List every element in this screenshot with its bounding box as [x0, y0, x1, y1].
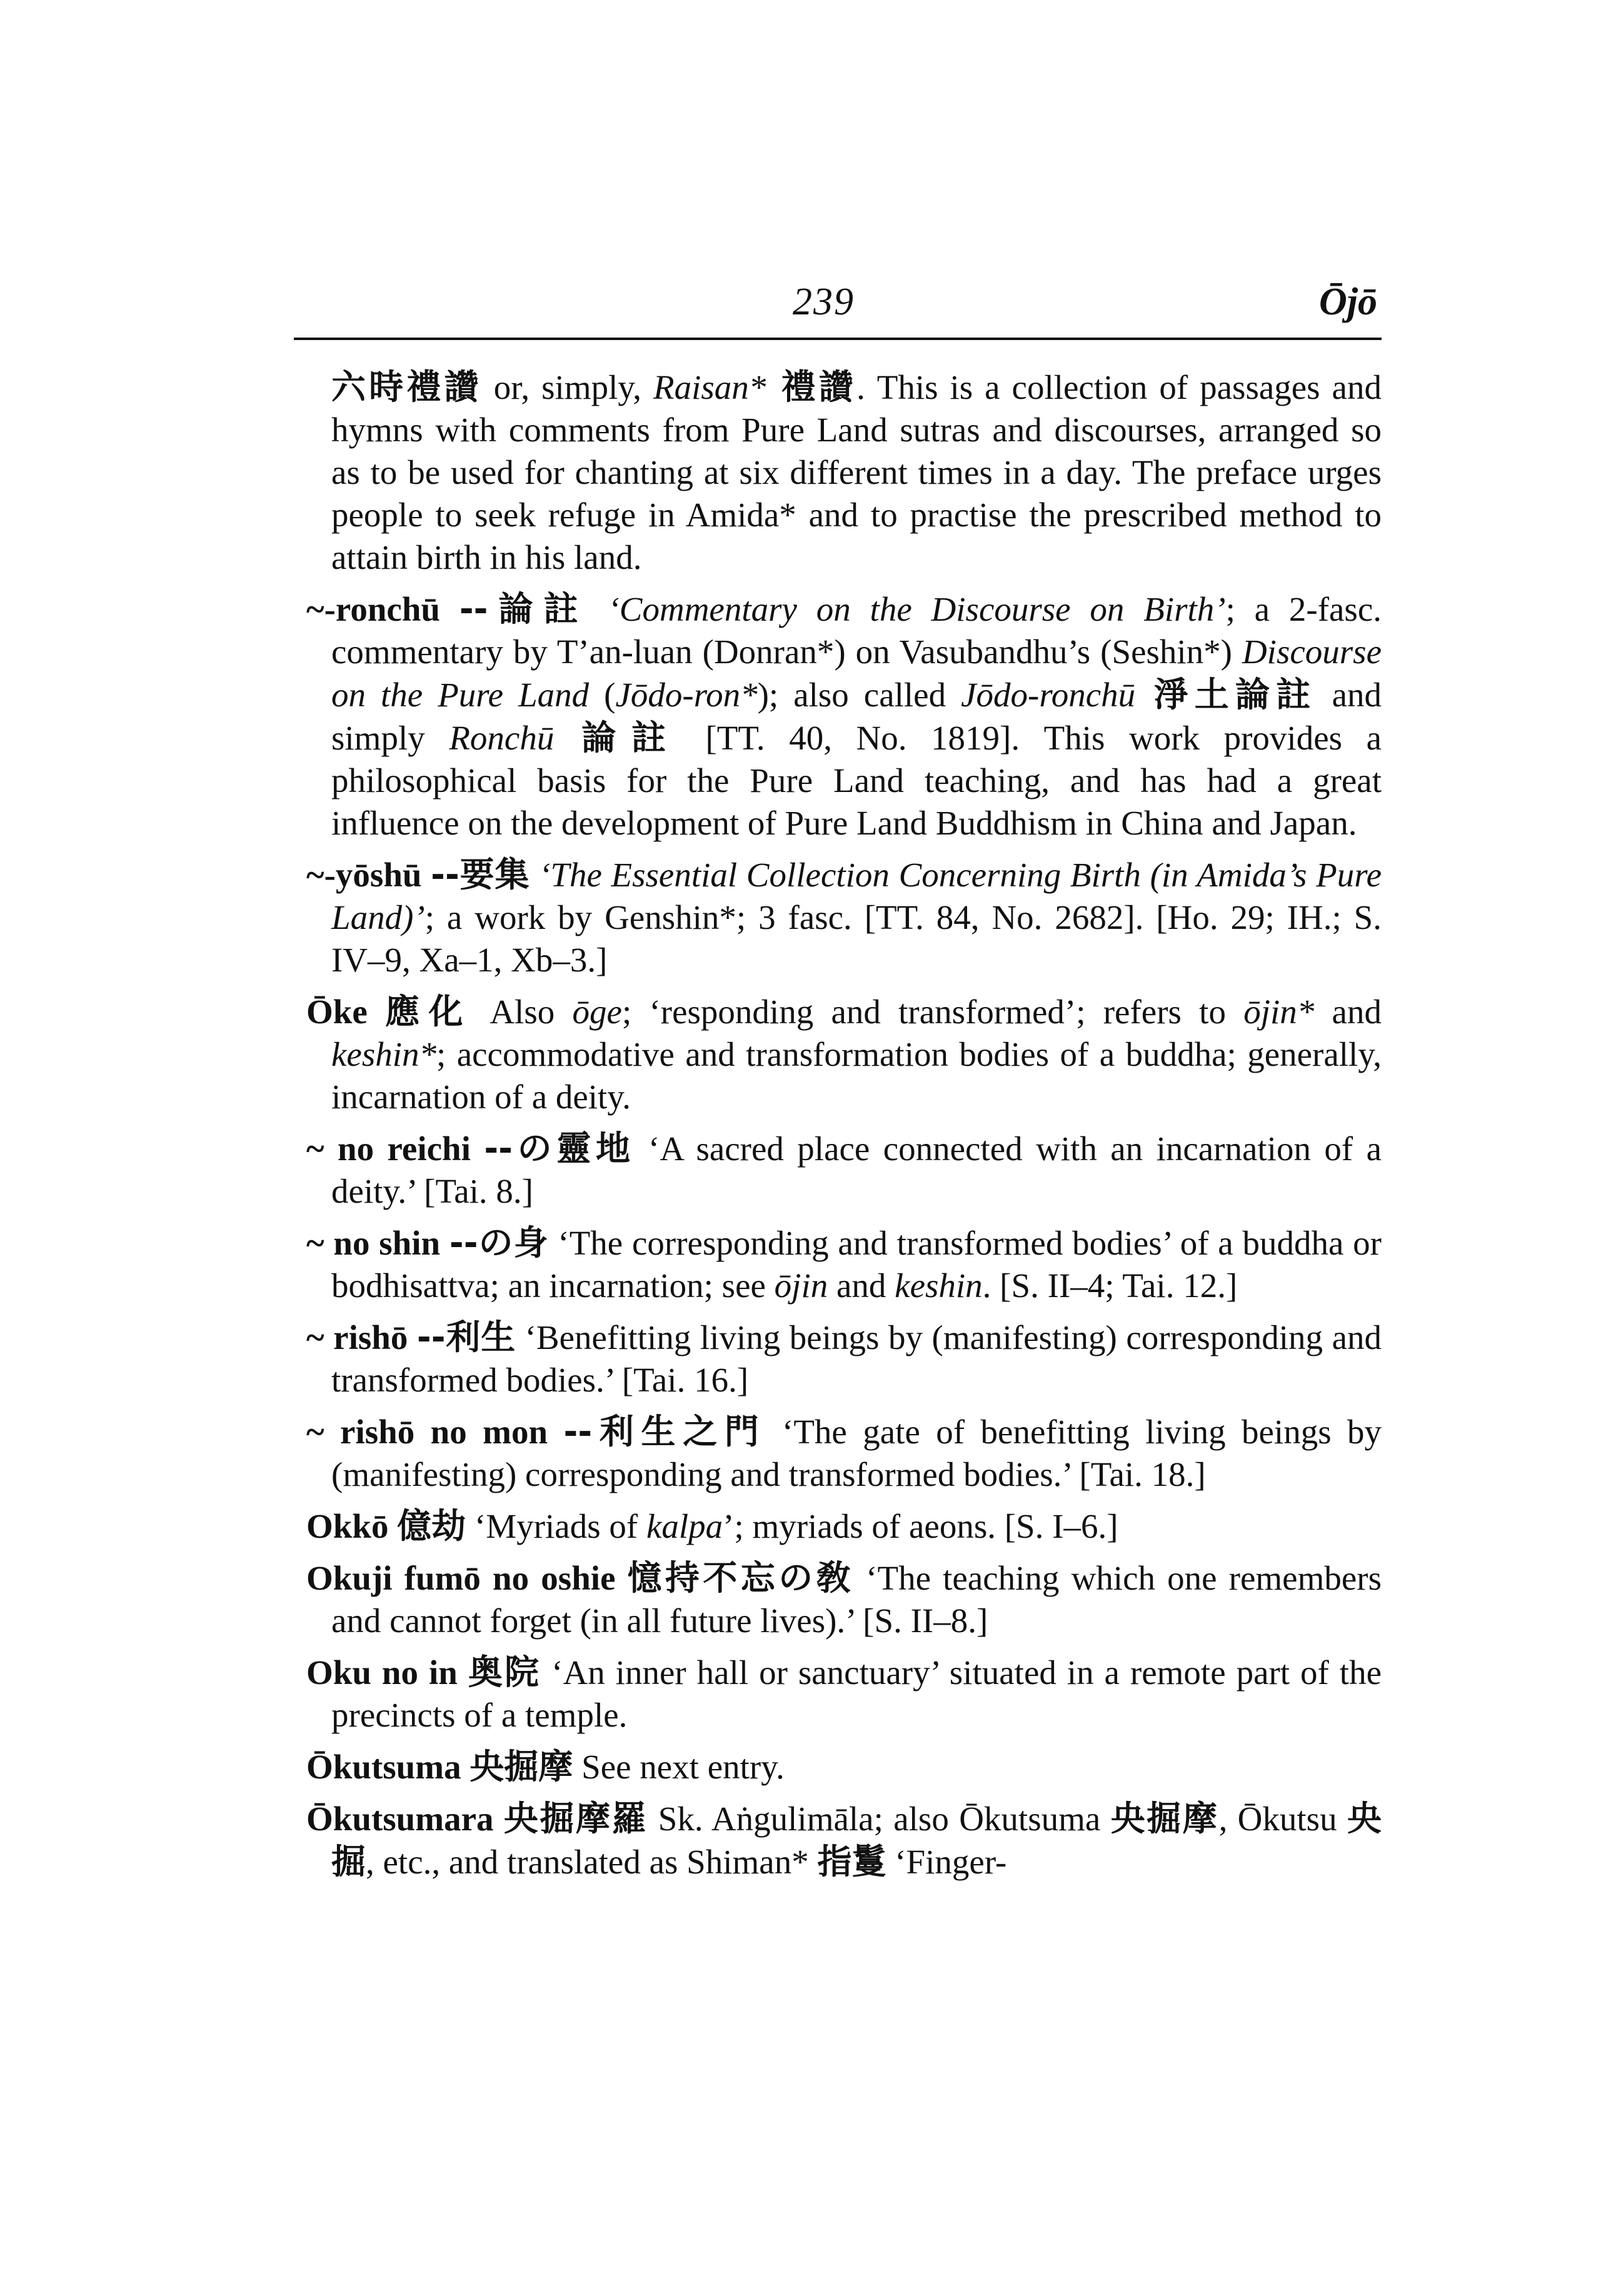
- running-head: Ōjō: [1319, 281, 1377, 323]
- entry-okko: Okkō 億劫 ‘Myriads of kalpa’; myriads of aeons. [S. I–6.]: [306, 1506, 1118, 1546]
- headword: Okkō: [306, 1507, 389, 1545]
- entry-oke-risho-no-mon: ~ rishō no mon --利生之門 ‘The gate of benefitting living beings by (manifesting) corresponding and transformed bodies.’ [Tai. 18.]: [306, 1411, 1382, 1493]
- entry-continuation: 六時禮讚 or, simply, Raisan* 禮讚. This is a collection of passages and hymns with comments from Pure Land sutras and discourses, arranged so as to be used for chanting at six different times in a day. The preface urges people to seek refuge in Amida* and to practise the prescribed method to attain birth in his land.: [331, 367, 1382, 576]
- entry-oke-risho: ~ rishō --利生 ‘Benefitting living beings by (manifesting) corresponding and transformed bodies.’ [Tai. 16.]: [306, 1317, 1382, 1399]
- entry-yoshu: ~-yōshū --要集 ‘The Essential Collection Concerning Birth (in Amida’s Pure Land)’; a work by Genshin*; 3 fasc. [TT. 84, No. 2682]. [Ho. 29; IH.; S. IV–9, Xa–1, Xb–3.]: [306, 855, 1382, 979]
- headword: Ōkutsumara: [306, 1800, 494, 1838]
- entry-oke-no-shin: ~ no shin --の身 ‘The corresponding and transformed bodies’ of a buddha or bodhisattva; an incarnation; see ōjin and keshin. [S. II–4; Tai. 12.]: [306, 1223, 1382, 1305]
- entry-okutsumara: Ōkutsumara 央掘摩羅 Sk. Aṅgulimāla; also Ōkutsuma 央掘摩, Ōkutsu 央掘, etc., and translated as Shiman* 指鬘 ‘Finger-: [306, 1798, 1382, 1882]
- headword: ~-yōshū: [306, 856, 422, 894]
- headword: Ōkutsuma: [306, 1748, 461, 1786]
- entry-ronchu: ~-ronchū --論註 ‘Commentary on the Discourse on Birth’; a 2-fasc. commentary by T’an-luan (Donran*) on Vasubandhu’s (Seshin*) Discourse on the Pure Land (Jōdo-ron*); also called Jōdo-ronchū 淨土論註 and simply Ronchū 論註 [TT. 40, No. 1819]. This work provides a philosophical basis for the Pure Land teaching, and has had a great influence on the development of Pure Land Buddhism in China and Japan.: [306, 589, 1382, 842]
- headword: Ōke: [306, 993, 368, 1031]
- page-header: [0, 0, 1616, 350]
- entry-okutsuma: Ōkutsuma 央掘摩 See next entry.: [306, 1747, 785, 1787]
- headword: ~-ronchū: [306, 590, 441, 628]
- headword: ~ no reichi: [306, 1130, 471, 1168]
- headword: Oku no in: [306, 1653, 458, 1692]
- entry-oku-no-in: Oku no in 奥院 ‘An inner hall or sanctuary’ situated in a remote part of the precincts of a temple.: [306, 1652, 1382, 1734]
- entry-oke: Ōke 應化 Also ōge; ‘responding and transformed’; refers to ōjin* and keshin*; accommodative and transformation bodies of a buddha; generally, incarnation of a deity.: [306, 991, 1382, 1116]
- entry-okuji-fumo-no-oshie: Okuji fumō no oshie 憶持不忘の敎 ‘The teaching which one remembers and cannot forget (in all future lives).’ [S. II–8.]: [306, 1558, 1382, 1640]
- dictionary-column: [306, 366, 1382, 1892]
- headword: ~ no shin: [306, 1224, 441, 1262]
- headword: Okuji fumō no oshie: [306, 1559, 616, 1597]
- headword: ~ rishō: [306, 1318, 408, 1356]
- headword: ~ rishō no mon: [306, 1413, 548, 1451]
- header-rule: [294, 338, 1382, 340]
- page-number: 239: [793, 281, 855, 323]
- entry-oke-no-reichi: ~ no reichi --の靈地 ‘A sacred place connected with an incarnation of a deity.’ [Tai. 8.]: [306, 1128, 1382, 1210]
